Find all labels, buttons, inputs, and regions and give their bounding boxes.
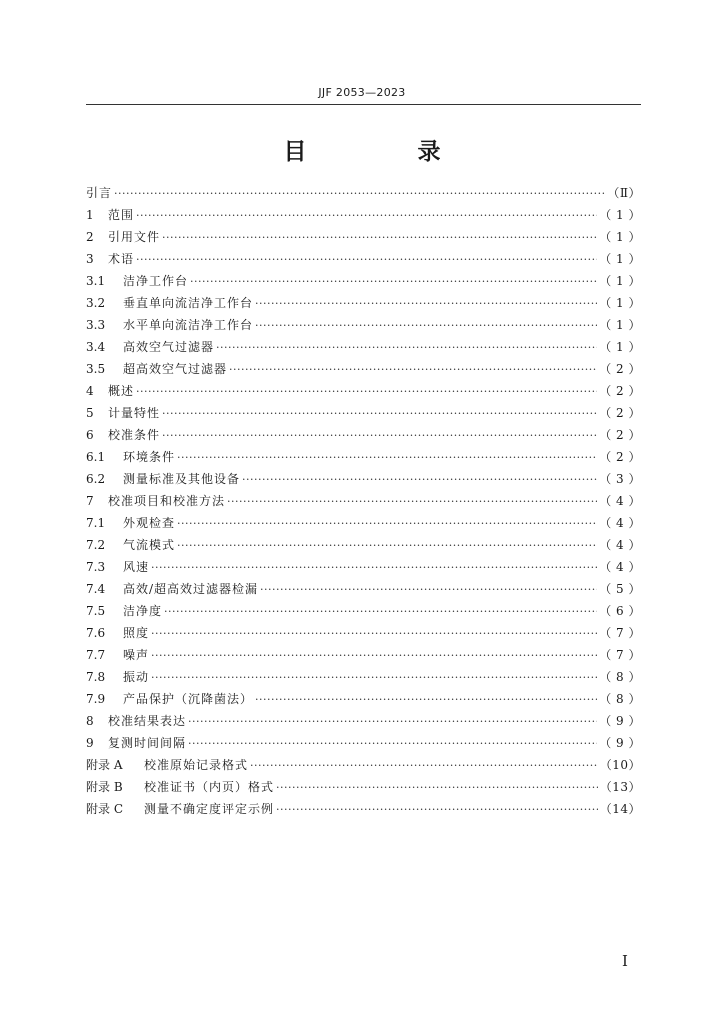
- toc-entry[interactable]: [86, 446, 641, 468]
- toc-entry[interactable]: [86, 248, 641, 270]
- dot-leader: [276, 777, 598, 799]
- toc-entry-title: 测量不确定度评定示例: [144, 802, 275, 816]
- toc-entry[interactable]: [86, 380, 641, 402]
- toc-entry-page: （ 5 ）: [599, 582, 641, 596]
- toc-entry-number: 3: [86, 252, 94, 266]
- page-folio: I: [622, 952, 628, 970]
- toc-entry-page: （ 1 ）: [599, 252, 641, 266]
- dot-leader: [162, 227, 597, 249]
- toc-entry-title: 概述: [108, 384, 135, 398]
- dot-leader: [136, 381, 597, 403]
- toc-entry-number: 7.1: [86, 516, 106, 530]
- toc-entry-title: 洁净工作台: [123, 274, 189, 288]
- toc-entry[interactable]: [86, 644, 641, 666]
- page-title: 目 录: [283, 139, 485, 165]
- toc-entry-number: 7.7: [86, 648, 106, 662]
- toc-entry-number: 附录 B: [86, 780, 123, 794]
- dot-leader: [151, 645, 597, 667]
- toc-entry-page: （10）: [599, 758, 641, 772]
- dot-leader: [151, 623, 597, 645]
- toc-entry-page: （ 8 ）: [599, 692, 641, 706]
- toc-entry-page: （ 1 ）: [599, 318, 641, 332]
- toc-entry[interactable]: [86, 490, 641, 512]
- toc-entry[interactable]: [86, 402, 641, 424]
- toc-entry[interactable]: [86, 776, 641, 798]
- toc-entry-page: （ 4 ）: [599, 560, 641, 574]
- dot-leader: [188, 711, 597, 733]
- toc-entry-title: 气流模式: [123, 538, 176, 552]
- toc-entry-number: 7: [86, 494, 94, 508]
- toc-entry-number: 1: [86, 208, 94, 222]
- toc-entry[interactable]: [86, 534, 641, 556]
- toc-entry-title: 校准条件: [108, 428, 161, 442]
- toc-entry-page: （ 2 ）: [599, 384, 641, 398]
- toc-entry-number: 6: [86, 428, 94, 442]
- toc-entry-title: 校准项目和校准方法: [108, 494, 226, 508]
- toc-entry-number: 7.6: [86, 626, 106, 640]
- toc-entry-title: 术语: [108, 252, 135, 266]
- dot-leader: [151, 557, 597, 579]
- dot-leader: [190, 271, 597, 293]
- dot-leader: [242, 469, 597, 491]
- dot-leader: [136, 249, 597, 271]
- dot-leader: [151, 667, 597, 689]
- dot-leader: [255, 315, 597, 337]
- toc-entry-title: 垂直单向流洁净工作台: [123, 296, 254, 310]
- toc-entry-page: （ 1 ）: [599, 230, 641, 244]
- dot-leader: [177, 535, 597, 557]
- toc-entry-page: （ 6 ）: [599, 604, 641, 618]
- toc-entry[interactable]: [86, 688, 641, 710]
- toc-entry-number: 6.1: [86, 450, 106, 464]
- toc-entry-title: 水平单向流洁净工作台: [123, 318, 254, 332]
- toc-entry-page: （ 9 ）: [599, 714, 641, 728]
- toc-entry[interactable]: [86, 754, 641, 776]
- toc-entry-number: 8: [86, 714, 94, 728]
- toc-entry-title: 引用文件: [108, 230, 161, 244]
- toc-entry-number: 5: [86, 406, 94, 420]
- toc-entry-title: 引言: [86, 186, 113, 200]
- toc-entry-number: 7.4: [86, 582, 106, 596]
- toc-entry-page: （ 1 ）: [599, 340, 641, 354]
- toc-entry-title: 校准证书（内页）格式: [144, 780, 275, 794]
- dot-leader: [250, 755, 598, 777]
- toc-entry-title: 外观检查: [123, 516, 176, 530]
- toc-entry[interactable]: [86, 270, 641, 292]
- toc-entry-page: （ 4 ）: [599, 494, 641, 508]
- toc-entry-title: 噪声: [123, 648, 150, 662]
- dot-leader: [227, 491, 597, 513]
- toc-entry-number: 7.2: [86, 538, 106, 552]
- toc-entry-page: （ 8 ）: [599, 670, 641, 684]
- toc-entry-number: 3.4: [86, 340, 106, 354]
- toc-entry-page: （ 3 ）: [599, 472, 641, 486]
- toc-entry-title: 范围: [108, 208, 135, 222]
- toc-entry[interactable]: [86, 182, 641, 204]
- toc-entry-number: 4: [86, 384, 94, 398]
- toc-entry-title: 洁净度: [123, 604, 163, 618]
- toc-entry-title: 校准原始记录格式: [144, 758, 249, 772]
- toc-entry[interactable]: [86, 358, 641, 380]
- toc-entry-title: 超高效空气过滤器: [123, 362, 228, 376]
- toc-entry[interactable]: [86, 336, 641, 358]
- toc-entry-number: 7.5: [86, 604, 106, 618]
- dot-leader: [255, 293, 597, 315]
- dot-leader: [164, 601, 597, 623]
- toc-entry[interactable]: [86, 798, 641, 820]
- toc-entry[interactable]: [86, 226, 641, 248]
- toc-entry-title: 高效/超高效过滤器检漏: [123, 582, 259, 596]
- toc-entry-title: 测量标准及其他设备: [123, 472, 241, 486]
- toc-entry-page: （ 1 ）: [599, 274, 641, 288]
- toc-entry[interactable]: [86, 578, 641, 600]
- toc-entry-number: 7.3: [86, 560, 106, 574]
- toc-entry-page: （Ⅱ）: [607, 186, 641, 200]
- dot-leader: [276, 799, 598, 821]
- toc-entry-number: 7.9: [86, 692, 106, 706]
- dot-leader: [177, 447, 597, 469]
- toc-entry[interactable]: [86, 292, 641, 314]
- dot-leader: [188, 733, 597, 755]
- dot-leader: [255, 689, 597, 711]
- toc-entry-title: 照度: [123, 626, 150, 640]
- toc-entry-title: 校准结果表达: [108, 714, 187, 728]
- toc-entry-title: 风速: [123, 560, 150, 574]
- toc-entry-page: （ 4 ）: [599, 538, 641, 552]
- toc-entry-title: 复测时间间隔: [108, 736, 187, 750]
- toc-entry-page: （ 9 ）: [599, 736, 641, 750]
- dot-leader: [177, 513, 597, 535]
- toc-entry-number: 3.2: [86, 296, 106, 310]
- document-code-header: JJF 2053—2023: [318, 86, 406, 99]
- dot-leader: [229, 359, 597, 381]
- toc-entry-number: 7.8: [86, 670, 106, 684]
- toc-entry-page: （14）: [599, 802, 641, 816]
- toc-entry[interactable]: [86, 732, 641, 754]
- toc-entry[interactable]: [86, 666, 641, 688]
- toc-entry-number: 3.5: [86, 362, 106, 376]
- toc-entry[interactable]: [86, 556, 641, 578]
- toc-entry-page: （ 2 ）: [599, 428, 641, 442]
- toc-entry-title: 高效空气过滤器: [123, 340, 215, 354]
- toc-entry[interactable]: [86, 204, 641, 226]
- toc-entry[interactable]: [86, 424, 641, 446]
- dot-leader: [260, 579, 597, 601]
- table-of-contents: [86, 182, 641, 820]
- toc-entry-title: 计量特性: [108, 406, 161, 420]
- toc-entry-page: （ 2 ）: [599, 362, 641, 376]
- toc-entry-number: 附录 C: [86, 802, 123, 816]
- toc-entry-page: （ 2 ）: [599, 406, 641, 420]
- toc-entry-number: 3.3: [86, 318, 106, 332]
- toc-entry-number: 9: [86, 736, 94, 750]
- toc-entry-title: 振动: [123, 670, 150, 684]
- toc-entry-number: 6.2: [86, 472, 106, 486]
- toc-entry-page: （ 4 ）: [599, 516, 641, 530]
- toc-entry-page: （ 7 ）: [599, 626, 641, 640]
- dot-leader: [114, 183, 605, 205]
- toc-entry-page: （13）: [599, 780, 641, 794]
- toc-entry[interactable]: [86, 314, 641, 336]
- toc-entry[interactable]: [86, 468, 641, 490]
- toc-entry-number: 3.1: [86, 274, 106, 288]
- toc-entry-number: 附录 A: [86, 758, 123, 772]
- toc-entry[interactable]: [86, 600, 641, 622]
- toc-entry[interactable]: [86, 512, 641, 534]
- toc-entry-page: （ 1 ）: [599, 296, 641, 310]
- toc-entry-page: （ 1 ）: [599, 208, 641, 222]
- toc-entry-number: 2: [86, 230, 94, 244]
- dot-leader: [136, 205, 597, 227]
- toc-entry-page: （ 7 ）: [599, 648, 641, 662]
- toc-entry-title: 产品保护（沉降菌法）: [123, 692, 254, 706]
- dot-leader: [162, 425, 597, 447]
- toc-entry[interactable]: [86, 622, 641, 644]
- toc-entry[interactable]: [86, 710, 641, 732]
- header-rule: [86, 104, 641, 105]
- toc-entry-page: （ 2 ）: [599, 450, 641, 464]
- dot-leader: [162, 403, 597, 425]
- toc-entry-title: 环境条件: [123, 450, 176, 464]
- dot-leader: [216, 337, 597, 359]
